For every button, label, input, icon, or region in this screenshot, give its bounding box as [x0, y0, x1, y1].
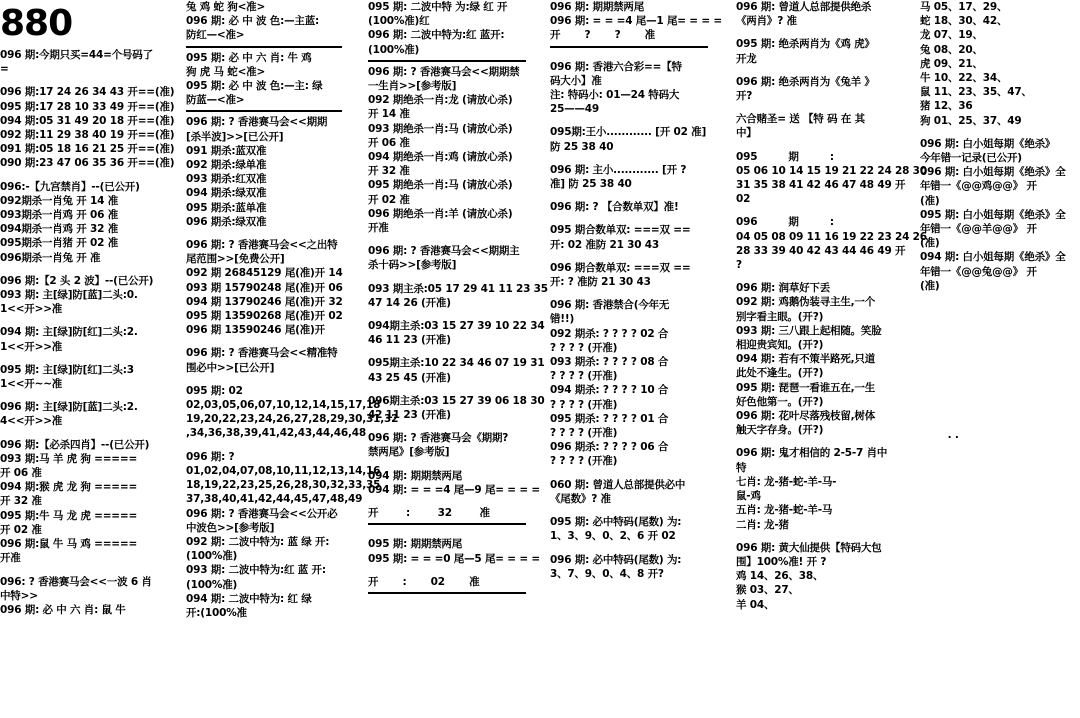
text-line: 096 期: ? 【合数单双】准!	[550, 201, 679, 214]
text-line: (准)	[920, 194, 940, 207]
text-line: 错!!)	[550, 313, 575, 326]
text-line: 096期杀一肖兔 开 准	[0, 251, 101, 264]
text-line: 禁两尾》[参考版]	[368, 446, 450, 459]
text-line: 096 期: ?	[186, 450, 235, 463]
text-line: 1<<开>>准	[0, 340, 63, 353]
text-line: 开 ? ? 准	[550, 29, 655, 42]
text-line: 开 06 准	[368, 136, 410, 149]
text-line: 095期:王小............ [开 02 准]	[550, 126, 707, 139]
spacer	[368, 385, 540, 394]
text-line: 七肖: 龙-猪-蛇-羊-马-	[736, 475, 837, 488]
text-line: 092 期: 二波中特为: 蓝 绿 开:	[186, 535, 330, 548]
text-line: 096 期杀:绿双准	[186, 215, 267, 228]
spacer	[550, 116, 722, 125]
text-line: 今年错一记录(已公开)	[920, 152, 1022, 165]
text-line: 093 期杀:红双准	[186, 173, 267, 186]
text-line: 094 期: 主[绿]防[红]二头:2.	[0, 326, 138, 339]
text-line: 相迎贵宾知。(开?)	[736, 339, 824, 352]
text-line: 开: ? 准防 21 30 43	[550, 276, 651, 289]
text-line: 096:-【九宫禁肖】--(已公开)	[0, 180, 140, 193]
spacer	[368, 528, 540, 537]
text-line: 防蓝—<准>	[186, 94, 245, 107]
text-line: 1、3、9、0、2、6 开 02	[550, 530, 676, 543]
spacer	[920, 329, 1080, 338]
text-line: 28 33 39 40 42 43 44 46 49 开	[736, 244, 906, 257]
text-line: 096 期杀: ? ? ? ? 06 合	[550, 441, 669, 454]
text-line: 095 期 13590268 尾(准)开 02	[186, 310, 343, 323]
text-line: 3、7、9、0、4、8 开?	[550, 567, 664, 580]
separator-rule	[186, 110, 342, 112]
spacer	[368, 235, 540, 244]
text-line: 开 : 32 准	[368, 507, 490, 520]
text-line: 095 期: 必 中 波 色:—主: 绿	[186, 80, 323, 93]
text-line: (100%准)红	[368, 15, 430, 28]
text-line: 096 期: ? 香港赛马会<<期期	[186, 116, 328, 129]
text-line: 羊 04、	[736, 598, 775, 611]
text-line: 开: 02 准防 21 30 43	[550, 238, 660, 251]
text-line: 092 期 26845129 尾(准)开 14	[186, 267, 343, 280]
text-line: 096 期: ? 香港赛马会<<之出特	[186, 239, 338, 252]
spacer	[550, 214, 722, 223]
text-line: 开龙	[736, 52, 757, 65]
text-line: ? ? ? ? (开准)	[550, 398, 618, 411]
spacer	[920, 302, 1080, 311]
text-line: 096 期: ? 香港赛马会<<精准特	[186, 347, 338, 360]
text-line: 060 期: 曾道人总部提供必中	[550, 478, 686, 491]
text-line: 码大小】准	[550, 74, 602, 87]
text-line: 开 02 准	[0, 523, 42, 536]
text-line: 092 期杀: ? ? ? ? 02 合	[550, 327, 669, 340]
text-line: 094 期:05 31 49 20 18 开==(准)	[0, 114, 175, 127]
text-line: 龙 07、19、	[920, 29, 983, 42]
spacer	[920, 365, 1080, 374]
text-line: 兔 鸡 蛇 狗<准>	[186, 1, 266, 13]
spacer	[736, 437, 914, 446]
text-line: 093 期: 三八跟上起相随。笑脸	[736, 324, 882, 337]
text-line: 091 期:05 18 16 21 25 开==(准)	[0, 143, 175, 156]
text-line: 鼠 11、23、35、47、	[920, 86, 1032, 99]
spacer	[186, 229, 356, 238]
text-line: 096 期: 主小............ [开 ?	[550, 163, 687, 176]
text-line: 096 期 :	[736, 216, 834, 229]
text-line: 094 期杀:绿双准	[186, 187, 267, 200]
text-line: 096 期: 润草好下丢	[736, 282, 831, 295]
spacer	[368, 497, 540, 506]
text-line: 095 期: = = =0 尾—5 尾= = = =	[368, 552, 541, 565]
text-line: 095 期:牛 马 龙 虎 =====	[0, 509, 138, 522]
spacer	[0, 354, 162, 363]
text-line: 096 期: 白小姐每期《绝杀》	[920, 137, 1056, 150]
spacer	[920, 392, 1080, 401]
text-line: 094 期: 二波中特为: 红 绿	[186, 592, 312, 605]
text-line: 注: 特码小: 01—24 特码大	[550, 89, 680, 102]
spacer	[550, 191, 722, 200]
spacer	[0, 76, 162, 85]
text-line: 094 期杀: ? ? ? ? 10 合	[550, 384, 669, 397]
spacer	[736, 206, 914, 215]
spacer	[186, 441, 356, 450]
text-line: (准)	[920, 279, 940, 292]
spacer	[368, 273, 540, 282]
text-line: 年错一《@@鸡@@》 开	[920, 180, 1037, 193]
text-line: ? ? ? ? (开准)	[550, 341, 618, 354]
text-line: 鼠-鸡	[736, 490, 761, 503]
text-line: 猪 12、36	[920, 100, 973, 113]
text-line: 096 期: 绝杀两肖为《兔羊 》	[736, 75, 875, 88]
text-line: 092 期绝杀一肖:龙 (请放心杀)	[368, 94, 513, 107]
text-line: 096 期: 曾道人总部提供绝杀	[736, 1, 872, 13]
column-5	[736, 0, 927, 718]
text-line: 04 05 08 09 11 16 19 22 23 24 26	[736, 230, 927, 243]
text-line: ? ? ? ? (开准)	[550, 370, 618, 383]
column-6	[920, 0, 1080, 718]
text-line: 096 期绝杀一肖:羊 (请放心杀)	[368, 207, 513, 220]
text-line: 091 期杀:蓝双准	[186, 144, 267, 157]
text-line: =	[0, 63, 9, 76]
text-line: 防红—<准>	[186, 29, 245, 42]
text-line: 096: ? 香港赛马会<<一波 6 肖	[0, 575, 152, 588]
text-line: 《尾数》? 准	[550, 492, 611, 505]
text-line: 092 期杀:绿单准	[186, 159, 267, 172]
logo-number: 880	[0, 3, 73, 44]
column-3	[368, 0, 548, 718]
text-line: 杀十码>>[参考版]	[368, 259, 457, 272]
spacer	[368, 460, 540, 469]
text-line: 1<<开~~准	[0, 378, 63, 391]
text-line: 096 期: 香港禁合(今年无	[550, 299, 670, 312]
text-line: 19,20,22,23,24,26,27,28,29,30,31,32	[186, 413, 399, 426]
text-line: 096 期: 黄大仙提供【特码大包	[736, 541, 882, 554]
text-line: 好色他第一。(开?)	[736, 395, 824, 408]
text-line: 096 期: ? 香港赛马会<<期期主	[368, 245, 520, 258]
column-4	[550, 0, 722, 718]
text-line: 年错一《@@羊@@》 开	[920, 223, 1037, 236]
text-line: 开准	[368, 222, 389, 235]
spacer	[550, 469, 722, 478]
text-line: (100%准)	[368, 43, 420, 56]
spacer	[920, 383, 1080, 392]
text-line: 096 期: 花叶尽落残枝留,树体	[736, 410, 876, 423]
text-line: 093 期杀: ? ? ? ? 08 合	[550, 356, 669, 369]
spacer	[0, 429, 162, 438]
text-line: 特	[736, 461, 747, 474]
text-line: 开 02 准	[368, 193, 410, 206]
text-line: 095 期杀:蓝单准	[186, 201, 267, 214]
spacer	[550, 544, 722, 553]
text-line: 095 期: 期期禁两尾	[368, 538, 463, 551]
text-line: 开:(100%准	[186, 606, 247, 619]
text-line: 096 期: ? 香港赛马会《期期?	[368, 432, 509, 445]
text-line: 1<<开>>准	[0, 303, 63, 316]
text-line: 092 期:11 29 38 40 19 开==(准)	[0, 129, 175, 142]
text-line: 096 期: 期期禁两尾	[550, 1, 645, 13]
text-line: 02,03,05,06,07,10,12,14,15,17,18	[186, 399, 381, 412]
text-line: 096 期: 必中特码(尾数) 为:	[550, 553, 682, 566]
spacer	[920, 311, 1080, 320]
text-line: 096 期: 二波中特为:红 蓝开:	[368, 29, 505, 42]
text-line: 096 期:鼠 牛 马 鸡 =====	[0, 538, 138, 551]
text-line: 096 期: 必 中 波 色:—主蓝:	[186, 15, 319, 28]
text-line: 093 期 15790248 尾(准)开 06	[186, 281, 343, 294]
text-line: ? ? ? ? (开准)	[550, 427, 618, 440]
text-line: 开 32 准	[0, 495, 42, 508]
separator-rule	[368, 60, 526, 62]
text-line: 47 14 26 (开准)	[368, 296, 451, 309]
text-line: 096 期:【2 头 2 波】--(已公开)	[0, 274, 154, 287]
separator-rule	[550, 46, 708, 48]
text-line: 095 期 :	[736, 150, 834, 163]
column-5-lines	[736, 0, 927, 612]
text-line: 096 期:17 24 26 34 43 开==(准)	[0, 86, 175, 99]
text-line: 五肖: 龙-猪-蛇-羊-马	[736, 504, 833, 517]
spacer	[736, 272, 914, 281]
text-line: ,34,36,38,39,41,42,43,44,46,48	[186, 427, 367, 440]
text-line: 095 期: 绝杀两肖为《鸡 虎》	[736, 38, 875, 51]
text-line: 095期主杀:10 22 34 46 07 19 31	[368, 357, 545, 370]
text-line: 42 11 23 (开准)	[368, 409, 451, 422]
spacer	[0, 566, 162, 575]
spacer	[550, 252, 722, 261]
spacer	[0, 316, 162, 325]
text-line: 六合赌圣= 送 【特 码 在 其	[736, 113, 865, 126]
text-line: 095 期: 必 中 六 肖: 牛 鸡	[186, 51, 312, 64]
text-line: 093 期绝杀一肖:马 (请放心杀)	[368, 122, 513, 135]
spacer	[920, 374, 1080, 383]
text-line: 095 期: 白小姐每期《绝杀》全	[920, 208, 1066, 221]
text-line: 095 期合数单双: ===双 ==	[550, 224, 691, 237]
text-line: 4<<开>>准	[0, 415, 63, 428]
text-line: 096 期: 必 中 六 肖: 鼠 牛	[0, 603, 126, 616]
spacer	[550, 289, 722, 298]
text-line: (100%准)	[186, 550, 238, 563]
text-line: 090 期:23 47 06 35 36 开==(准)	[0, 157, 175, 170]
text-line: 中波色>>[参考版]	[186, 521, 275, 534]
text-line: . .	[920, 429, 959, 442]
spacer	[0, 391, 162, 400]
text-line: 开 32 准	[368, 165, 410, 178]
column-4-lines	[550, 0, 722, 581]
text-line: 开 06 准	[0, 467, 42, 480]
text-line: 092 期: 鸡鹅伪装寻主生,一个	[736, 296, 876, 309]
text-line: 096 期: 鬼才相信的 2-5-7 肖中	[736, 447, 888, 460]
spacer	[736, 103, 914, 112]
text-line: 096 期: ? 香港赛马会<<期期禁	[368, 65, 520, 78]
spacer	[368, 422, 540, 431]
spacer	[920, 128, 1080, 137]
text-line: 096 期合数单双: ===双 ==	[550, 261, 691, 274]
text-line: 094 期: 期期禁两尾	[368, 469, 463, 482]
text-line: 094 期绝杀一肖:鸡 (请放心杀)	[368, 151, 513, 164]
text-line: 094 期:猴 虎 龙 狗 =====	[0, 481, 138, 494]
text-line: 开 : 02 准	[368, 575, 480, 588]
text-line: 096 期:今期只买=44=个号码了	[0, 49, 153, 61]
text-line: 此处不逢生。(开?)	[736, 367, 824, 380]
text-line: 马 05、17、29、	[920, 1, 1008, 13]
text-line: 094期杀一肖鸡 开 32 准	[0, 223, 118, 236]
spacer	[920, 419, 1080, 428]
text-line: 096 期: = = =4 尾—1 尾= = = =	[550, 15, 723, 28]
text-line: 虎 09、21、	[920, 57, 983, 70]
text-line: 095 期绝杀一肖:马 (请放心杀)	[368, 179, 513, 192]
text-line: 095 期: 二波中特 为:绿 红 开	[368, 1, 508, 13]
text-line: 开?	[736, 90, 753, 103]
text-line: 37,38,40,41,42,44,45,47,48,49	[186, 493, 363, 506]
text-line: 触天字存身。(开?)	[736, 424, 824, 437]
text-line: 狗 虎 马 蛇<准>	[186, 65, 266, 78]
text-line: 中】	[736, 127, 757, 140]
column-3-lines	[368, 0, 548, 594]
text-line: 094 期: 若有不策半路死,只道	[736, 353, 876, 366]
text-line: 二肖: 龙-猪	[736, 518, 789, 531]
text-line: 一生肖>>[参考版]	[368, 80, 457, 93]
spacer	[368, 566, 540, 575]
separator-rule	[186, 46, 342, 48]
text-line: 096 期:【必杀四肖】--(已公开)	[0, 438, 150, 451]
text-line: 02	[736, 193, 751, 206]
text-line: 093 期: 主[绿]防[蓝]二头:0.	[0, 289, 138, 302]
text-line: 096期主杀:03 15 27 39 06 18 30	[368, 394, 545, 407]
text-line: 095 期: 主[绿]防[红]二头:3	[0, 363, 134, 376]
text-line: (100%准)	[186, 578, 238, 591]
spacer	[736, 28, 914, 37]
spacer	[550, 51, 722, 60]
text-line: 25——49	[550, 103, 600, 116]
text-line: 095期杀一肖猪 开 02 准	[0, 237, 118, 250]
text-line: 防 25 38 40	[550, 140, 614, 153]
spacer	[368, 347, 540, 356]
text-line: (准)	[920, 237, 940, 250]
text-line: 围】100%准! 开 ?	[736, 555, 827, 568]
text-line: 准] 防 25 38 40	[550, 178, 632, 191]
text-line: 43 25 45 (开准)	[368, 371, 451, 384]
text-line: 093 期:马 羊 虎 狗 =====	[0, 452, 138, 465]
text-line: 蛇 18、30、42、	[920, 15, 1008, 28]
spacer	[920, 410, 1080, 419]
text-line: 095 期:17 28 10 33 49 开==(准)	[0, 100, 175, 113]
column-1	[0, 0, 175, 718]
text-line: 095 期: 必中特码(尾数) 为:	[550, 516, 682, 529]
spacer	[920, 401, 1080, 410]
text-line: 46 11 23 (开准)	[368, 334, 451, 347]
text-line: 095 期杀: ? ? ? ? 01 合	[550, 412, 669, 425]
separator-rule	[368, 523, 526, 525]
text-line: 096 期: 白小姐每期《绝杀》全	[920, 166, 1066, 179]
column-6-lines	[920, 0, 1080, 442]
text-line: 05 06 10 14 15 19 21 22 24 28 30	[736, 164, 927, 177]
spacer	[920, 347, 1080, 356]
text-line: [杀半波]>>[已公开]	[186, 130, 284, 143]
spacer	[0, 171, 162, 180]
text-line: 年错一《@@兔@@》 开	[920, 265, 1037, 278]
spacer	[186, 375, 356, 384]
text-line: 尾范围>>[免费公开]	[186, 253, 285, 266]
text-line: 别字看主眼。(开?)	[736, 310, 824, 323]
text-line: 095 期: 02	[186, 384, 243, 397]
spacer	[920, 356, 1080, 365]
text-line: ?	[736, 259, 742, 272]
separator-rule	[368, 592, 526, 594]
text-line: 牛 10、22、34、	[920, 72, 1008, 85]
text-line: 093 期主杀:05 17 29 41 11 23 35	[368, 282, 548, 295]
spacer	[920, 293, 1080, 302]
text-line: 31 35 38 41 42 46 47 48 49 开	[736, 179, 906, 192]
text-line: 围必中>>[已公开]	[186, 361, 275, 374]
spacer	[920, 338, 1080, 347]
text-line: 开准	[0, 552, 21, 565]
spacer	[736, 141, 914, 150]
text-line: 093 期: 二波中特为:红 蓝 开:	[186, 564, 326, 577]
text-line: 猴 03、27、	[736, 584, 799, 597]
text-line: 092期杀一肖兔 开 14 准	[0, 194, 118, 207]
text-line: 《两肖》? 准	[736, 15, 797, 28]
column-1-lines	[0, 48, 175, 617]
text-line: 096 期 13590246 尾(准)开	[186, 324, 325, 337]
text-line: 094期主杀:03 15 27 39 10 22 34	[368, 320, 545, 333]
text-line: 中特>>	[0, 589, 38, 602]
text-line: 狗 01、25、37、49	[920, 114, 1022, 127]
spacer	[736, 66, 914, 75]
spacer	[368, 310, 540, 319]
text-line: ? ? ? ? (开准)	[550, 455, 618, 468]
text-line: 095 期: 琵琶一看谁五在,一生	[736, 381, 876, 394]
spacer	[550, 506, 722, 515]
spacer	[186, 337, 356, 346]
text-line: 鸡 14、26、38、	[736, 570, 824, 583]
text-line: 093期杀一肖鸡 开 06 准	[0, 209, 118, 222]
text-line: 开 14 准	[368, 108, 410, 121]
text-line: 01,02,04,07,08,10,11,12,13,14,16	[186, 464, 381, 477]
text-line: 094 期: 白小姐每期《绝杀》全	[920, 251, 1066, 264]
text-line: 兔 08、20、	[920, 43, 983, 56]
spacer	[550, 154, 722, 163]
text-line: 094 期: = = =4 尾—9 尾= = = =	[368, 483, 541, 496]
spacer	[920, 320, 1080, 329]
text-line: 18,19,22,23,25,26,28,30,32,33,35	[186, 479, 381, 492]
text-line: 096 期: 主[绿]防[蓝]二头:2.	[0, 401, 138, 414]
text-line: 096 期: ? 香港赛马会<<公开必	[186, 507, 338, 520]
spacer	[0, 265, 162, 274]
spacer	[736, 532, 914, 541]
text-line: 096 期: 香港六合彩==【特	[550, 60, 682, 73]
text-line: 094 期 13790246 尾(准)开 32	[186, 295, 343, 308]
